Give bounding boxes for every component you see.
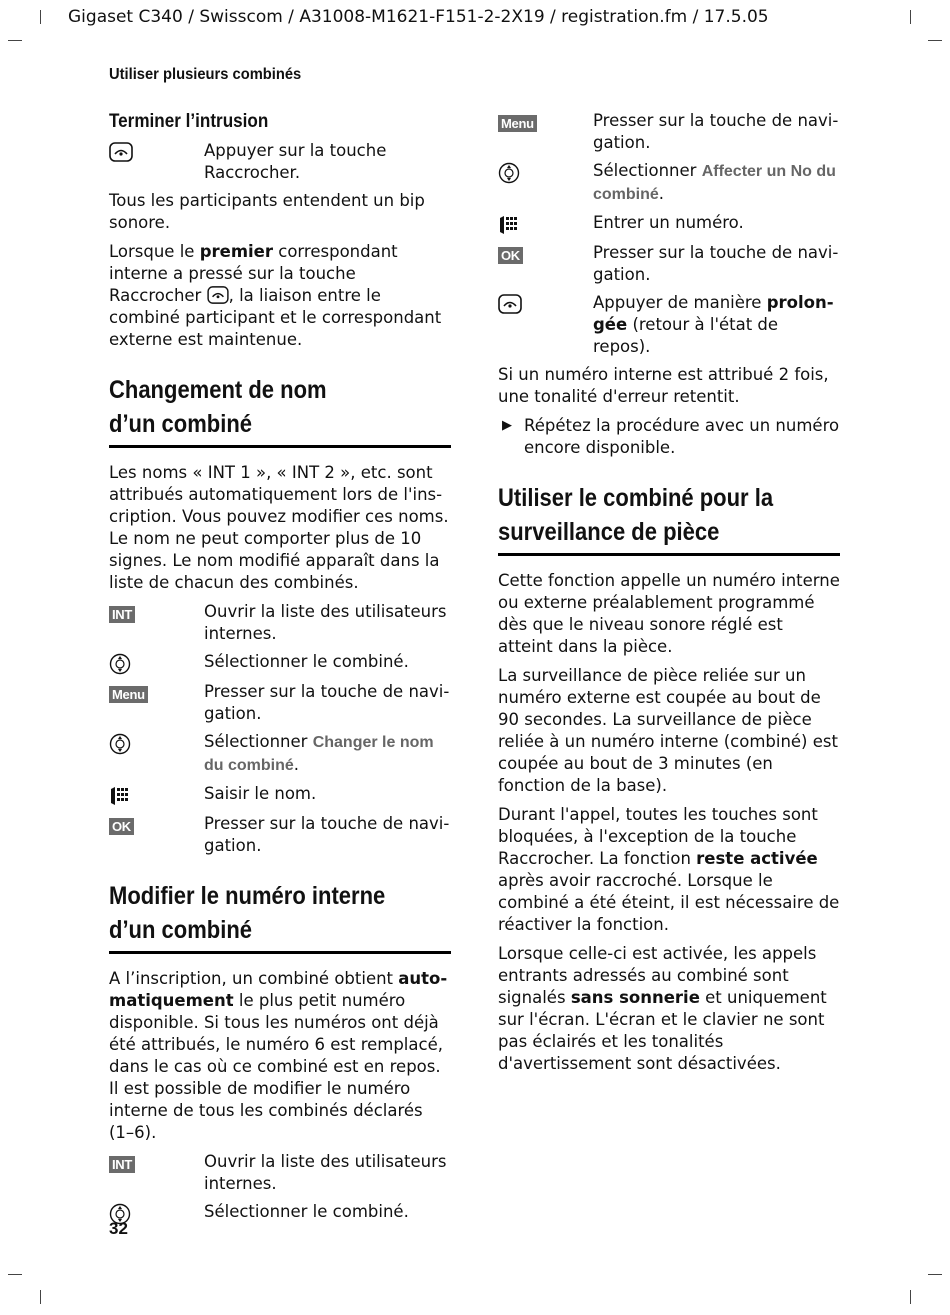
crop-mark bbox=[910, 1290, 911, 1304]
keypad-icon bbox=[498, 212, 593, 236]
step-text: Appuyer sur la touche Raccrocher. bbox=[204, 141, 387, 182]
keypad-icon bbox=[109, 783, 204, 807]
navigation-key-icon bbox=[498, 160, 593, 184]
paragraph: Lorsque le premier correspondant interne a pressé sur la touche Raccrocher , la liaison entre le combiné participant et le correspondant externe est maintenue. bbox=[109, 242, 442, 349]
step-select-option bbox=[109, 731, 451, 777]
paragraph: Lorsque celle-ci est activée, les appels entrants adressés au combiné sont signalés sans sonnerie et uniquement sur l'écran. L'écran et le clavier ne sont pas éclairés et les tonalités d'avertissement sont désactivées. bbox=[498, 944, 827, 1073]
step-text: Presser sur la touche de navigation. bbox=[204, 814, 450, 855]
crop-mark bbox=[928, 40, 942, 41]
paragraph: Tous les participants entendent un bip sonore. bbox=[109, 191, 425, 232]
paragraph: Durant l'appel, toutes les touches sont bloquées, à l'exception de la touche Raccrocher. La fonction reste activée après avoir raccroché. Lorsque le combiné a été éteint, il est nécessaire de réactiver la fonction. bbox=[498, 805, 840, 934]
step-text: Appuyer de manière prolongée (retour à l'état de repos). bbox=[593, 293, 834, 356]
step-menu bbox=[498, 110, 840, 154]
step-text: Presser sur la touche de navigation. bbox=[593, 111, 839, 152]
navigation-key-icon bbox=[109, 651, 204, 675]
step-select-option bbox=[498, 160, 840, 206]
navigation-key-icon bbox=[109, 731, 204, 755]
step-text: Saisir le nom. bbox=[204, 784, 317, 803]
step-keypad bbox=[498, 212, 840, 236]
section-title-room-monitor: Utiliser le combiné pour la surveillance de pièce bbox=[498, 481, 840, 556]
step-text: Sélectionner le combiné. bbox=[204, 1202, 409, 1221]
step-text: Presser sur la touche de navigation. bbox=[593, 243, 839, 284]
right-column bbox=[498, 110, 840, 1082]
ok-key-icon: OK bbox=[498, 247, 523, 264]
step-ok bbox=[109, 813, 451, 857]
menu-option: Changer le nom du combiné bbox=[204, 734, 434, 774]
step-int bbox=[109, 1151, 451, 1195]
menu-option: Affecter un No du combiné bbox=[593, 163, 836, 203]
page-number: 32 bbox=[109, 1219, 128, 1238]
crop-mark bbox=[40, 1290, 41, 1304]
step-text: Entrer un numéro. bbox=[593, 213, 744, 232]
step-text: Sélectionner Changer le nom du combiné. bbox=[204, 732, 434, 774]
step-select bbox=[109, 1201, 451, 1225]
ok-key-icon: OK bbox=[109, 818, 134, 835]
bullet-text: Répétez la procédure avec un numéro encore disponible. bbox=[524, 416, 840, 457]
section-title-rename: Changement de nom d’un combiné bbox=[109, 373, 451, 448]
step-menu bbox=[109, 681, 451, 725]
int-key-icon: INT bbox=[109, 606, 135, 623]
step-text: Presser sur la touche de navigation. bbox=[204, 682, 450, 723]
crop-mark bbox=[40, 10, 41, 24]
menu-key-icon: Menu bbox=[109, 686, 148, 703]
step-text: Sélectionner le combiné. bbox=[204, 652, 409, 671]
step-text: Sélectionner Affecter un No du combiné. bbox=[593, 161, 836, 203]
document-info-header: Gigaset C340 / Swisscom / A31008-M1621-F151-2-2X19 / registration.fm / 17.5.05 bbox=[68, 7, 769, 27]
paragraph: La surveillance de pièce reliée sur un numéro externe est coupée au bout de 90 secondes. La surveillance de pièce reliée à un numéro interne (combiné) est coupée au bout de 3 minutes (en fonction de la base). bbox=[498, 666, 838, 795]
step-text: Ouvrir la liste des utilisateurs internes. bbox=[204, 602, 447, 643]
end-call-icon bbox=[207, 286, 229, 304]
step-text: Ouvrir la liste des utilisateurs internes. bbox=[204, 1152, 447, 1193]
menu-key-icon: Menu bbox=[498, 115, 537, 132]
paragraph: Cette fonction appelle un numéro interne ou externe préalablement programmé dès que le niveau sonore réglé est atteint dans la pièce. bbox=[498, 571, 840, 656]
step-select bbox=[109, 651, 451, 675]
crop-mark bbox=[8, 1274, 22, 1275]
paragraph: Si un numéro interne est attribué 2 fois, une tonalité d'erreur retentit. bbox=[498, 365, 829, 406]
crop-mark bbox=[910, 10, 911, 24]
int-key-icon: INT bbox=[109, 1156, 135, 1173]
paragraph: A l’inscription, un combiné obtient automatiquement le plus petit numéro disponible. Si tous les numéros ont déjà été attribués, le numéro 6 est remplacé, dans le cas où ce combiné est en repos. Il est possible de modifier le numéro interne de tous les combinés déclarés (1–6). bbox=[109, 969, 448, 1142]
step-ok bbox=[498, 242, 840, 286]
running-head: Utiliser plusieurs combinés bbox=[109, 66, 302, 83]
end-call-icon bbox=[498, 292, 593, 314]
end-call-icon bbox=[109, 140, 204, 162]
step-end-call bbox=[109, 140, 451, 184]
step-keypad bbox=[109, 783, 451, 807]
arrow-bullet-icon: ▶ bbox=[502, 418, 512, 433]
left-column bbox=[109, 110, 451, 1231]
step-int bbox=[109, 601, 451, 645]
step-end-call bbox=[498, 292, 840, 358]
bullet-item bbox=[498, 415, 840, 459]
subheading-end-intrusion: Terminer l’intrusion bbox=[109, 111, 269, 132]
paragraph: Les noms « INT 1 », « INT 2 », etc. sont attribués automatiquement lors de l'inscription. Vous pouvez modifier ces noms. Le nom ne peut comporter plus de 10 signes. Le nom modifié apparaît dans la liste de chacun des combinés. bbox=[109, 463, 449, 592]
crop-mark bbox=[928, 1274, 942, 1275]
section-title-internal-number: Modifier le numéro interne d’un combiné bbox=[109, 879, 451, 954]
crop-mark bbox=[8, 40, 22, 41]
